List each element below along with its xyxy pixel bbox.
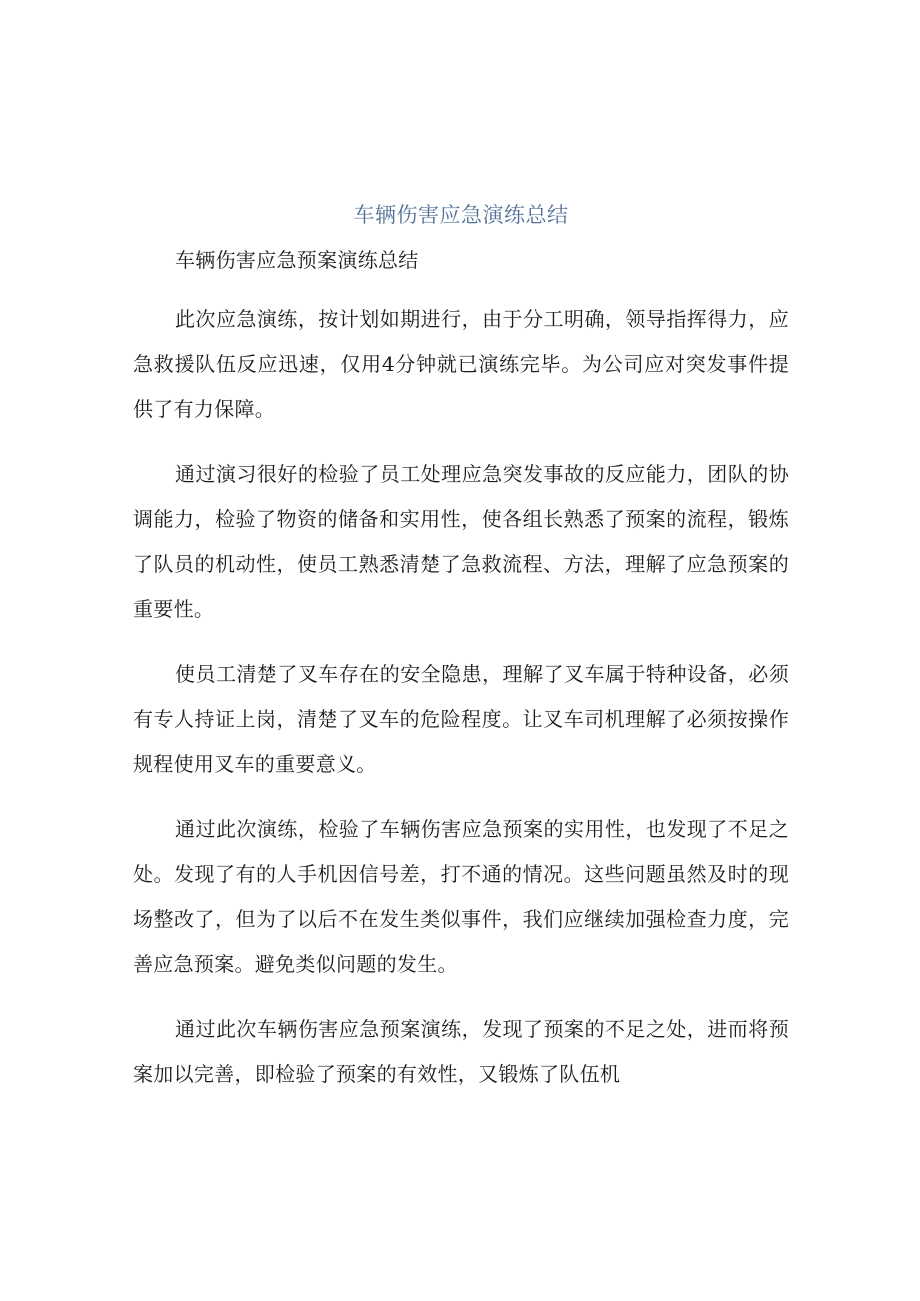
paragraph-4: 通过此次演练，检验了车辆伤害应急预案的实用性，也发现了不足之处。发现了有的人手机因信号差，打不通的情况。这些问题虽然及时的现场整改了，但为了以后不在发生类似事件，我们应继续加强检查力度，完善应急预案。避免类似问题的发生。 [133,817,789,976]
paragraph-2: 通过演习很好的检验了员工处理应急突发事故的反应能力，团队的协调能力，检验了物资的储备和实用性，使各组长熟悉了预案的流程，锻炼了队员的机动性，使员工熟悉清楚了急救流程、方法，理解了应急预案的重要性。 [133,462,789,621]
paragraph-3: 使员工清楚了叉车存在的安全隐患，理解了叉车属于特种设备，必须有专人持证上岗，清楚了叉车的危险程度。让叉车司机理解了必须按操作规程使用叉车的重要意义。 [133,662,789,776]
paragraph-5: 通过此次车辆伤害应急预案演练，发现了预案的不足之处，进而将预案加以完善，即检验了预案的有效性，又锻炼了队伍机 [133,1017,789,1086]
document-subtitle: 车辆伤害应急预案演练总结 [175,248,419,272]
paragraph-1: 此次应急演练，按计划如期进行，由于分工明确，领导指挥得力，应急救援队伍反应迅速，仅用4分钟就已演练完毕。为公司应对突发事件提供了有力保障。 [133,307,789,421]
document-body [133,196,789,1097]
document-title: 车辆伤害应急演练总结 [353,203,569,227]
